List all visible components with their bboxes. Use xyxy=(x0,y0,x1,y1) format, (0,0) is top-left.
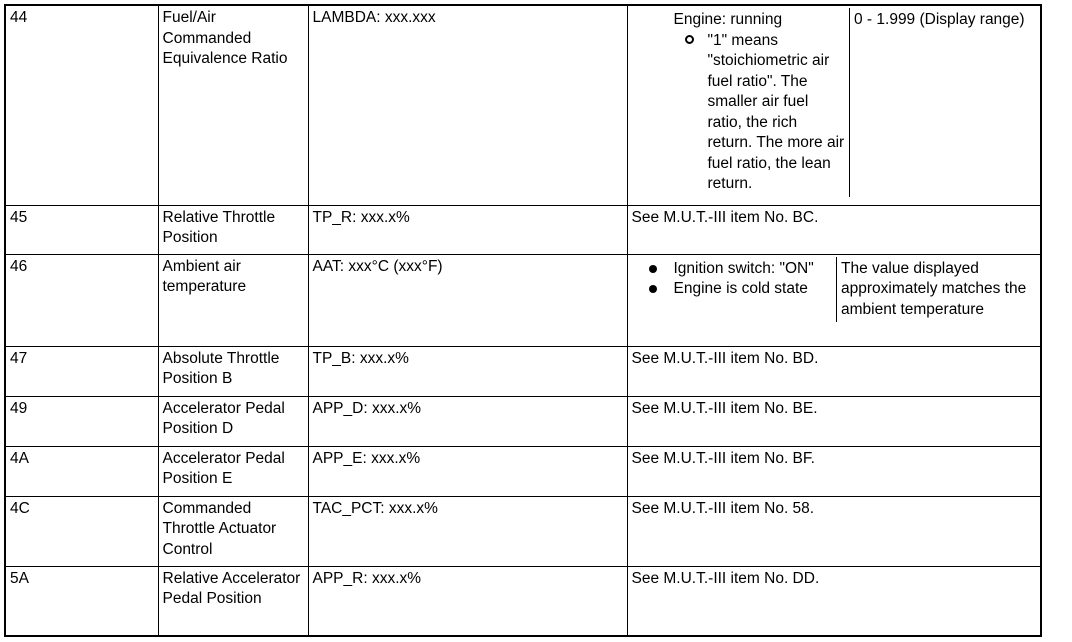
item-name: Ambient air temperature xyxy=(158,254,308,346)
item-name: Fuel/Air Commanded Equivalence Ratio xyxy=(158,5,308,205)
normal-condition: The value displayed approximately matches the ambient temperature xyxy=(841,259,1027,318)
table-row xyxy=(5,346,1041,396)
item-name: Accelerator Pedal Position E xyxy=(158,446,308,496)
item-number: 5A xyxy=(5,566,158,636)
bullet-icon xyxy=(649,285,657,293)
item-name: Absolute Throttle Position B xyxy=(158,346,308,396)
bullet-icon xyxy=(649,265,657,273)
condition-cell xyxy=(627,254,1041,346)
condition-list xyxy=(636,259,834,300)
condition-table xyxy=(632,8,1038,197)
condition-head: Engine: running xyxy=(673,11,783,28)
check-condition xyxy=(632,257,837,323)
item-number: 4C xyxy=(5,496,158,566)
display-format: APP_R: xxx.x% xyxy=(308,566,627,636)
item-number: 45 xyxy=(5,205,158,254)
condition-note-item xyxy=(636,31,847,195)
reference-text: See M.U.T.-III item No. BF. xyxy=(627,446,1041,496)
condition-cell xyxy=(627,5,1041,205)
item-number: 49 xyxy=(5,396,158,446)
reference-text: See M.U.T.-III item No. DD. xyxy=(627,566,1041,636)
table-row xyxy=(5,446,1041,496)
item-number: 46 xyxy=(5,254,158,346)
condition-note: "1" means "stoichiometric air fuel ratio". The smaller air fuel ratio, the rich return. The more air fuel ratio, the lean return. xyxy=(707,31,845,192)
reference-text: See M.U.T.-III item No. 58. xyxy=(627,496,1041,566)
item-name: Relative Accelerator Pedal Position xyxy=(158,566,308,636)
reference-text: See M.U.T.-III item No. BE. xyxy=(627,396,1041,446)
item-number: 47 xyxy=(5,346,158,396)
normal-condition: 0 - 1.999 (Display range) xyxy=(854,11,1025,28)
display-format: TP_R: xxx.x% xyxy=(308,205,627,254)
table-row xyxy=(5,254,1041,346)
item-number: 4A xyxy=(5,446,158,496)
item-name: Commanded Throttle Actuator Control xyxy=(158,496,308,566)
reference-text: See M.U.T.-III item No. BC. xyxy=(627,205,1041,254)
display-format: TAC_PCT: xxx.x% xyxy=(308,496,627,566)
item-name: Accelerator Pedal Position D xyxy=(158,396,308,446)
list-item: Engine is cold state xyxy=(636,279,834,300)
table-row xyxy=(5,205,1041,254)
hollow-bullet-icon xyxy=(685,35,694,44)
display-format: LAMBDA: xxx.xxx xyxy=(308,5,627,205)
item-number: 44 xyxy=(5,5,158,205)
table-row xyxy=(5,566,1041,636)
display-format: APP_D: xxx.x% xyxy=(308,396,627,446)
data-list-table xyxy=(4,4,1042,637)
check-condition xyxy=(632,8,850,197)
list-item: Ignition switch: "ON" xyxy=(636,259,834,280)
display-format: AAT: xxx°C (xxx°F) xyxy=(308,254,627,346)
table-row xyxy=(5,5,1041,205)
item-name: Relative Throttle Position xyxy=(158,205,308,254)
reference-text: See M.U.T.-III item No. BD. xyxy=(627,346,1041,396)
display-format: APP_E: xxx.x% xyxy=(308,446,627,496)
table-row xyxy=(5,396,1041,446)
display-format: TP_B: xxx.x% xyxy=(308,346,627,396)
condition-table xyxy=(632,257,1038,323)
table-row xyxy=(5,496,1041,566)
